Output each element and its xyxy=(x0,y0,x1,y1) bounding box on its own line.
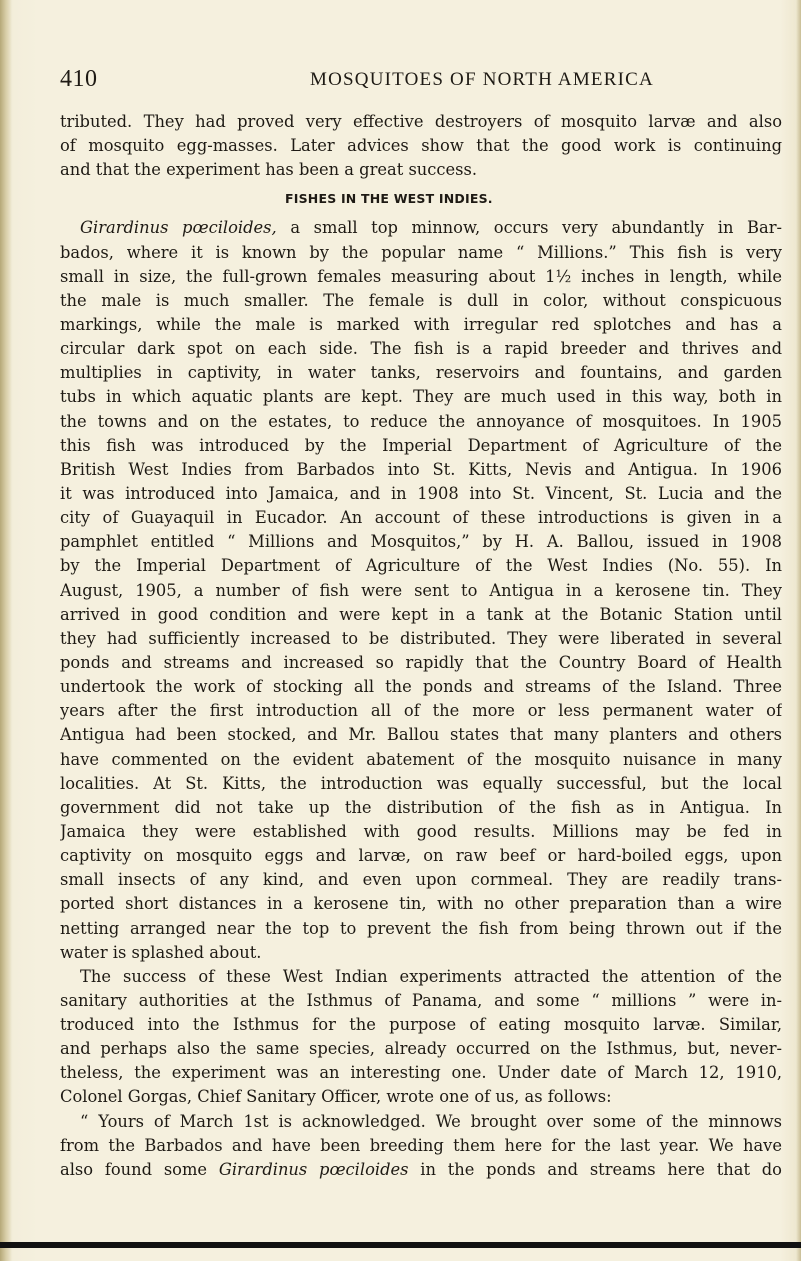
text-line: Colonel Gorgas, Chief Sanitary Officer, wrote one of us, as follows: xyxy=(60,1087,612,1107)
text-line: and that the experiment has been a great success. xyxy=(60,160,478,180)
text-line: multiplies in captivity, in water tanks, reservoirs and fountains, and garden xyxy=(60,363,782,383)
text-line: small insects of any kind, and even upon cornmeal. They are readily trans- xyxy=(60,870,782,890)
text-line: the towns and on the estates, to reduce the annoyance of mosquitoes. In 1905 xyxy=(60,411,782,431)
text-line: they had sufficiently increased to be distributed. They were liberated in several xyxy=(60,628,782,648)
text-line: August, 1905, a number of fish were sent to Antigua in a kerosene tin. They xyxy=(60,580,782,600)
species-name: Girardinus pœciloides xyxy=(218,1159,409,1179)
page-header xyxy=(60,66,760,92)
page-number: 410 xyxy=(60,66,98,92)
text-line: tributed. They had proved very effective destroyers of mosquito larvæ and also xyxy=(60,112,782,131)
text-line: troduced into the Isthmus for the purpose of eating mosquito larvæ. Similar, xyxy=(60,1015,782,1035)
body-text xyxy=(60,110,782,1182)
paragraph-letter-quote xyxy=(60,1110,782,1182)
paragraph-girardinus xyxy=(60,216,782,964)
text-line: of mosquito egg-masses. Later advices show that the good work is continuing xyxy=(60,136,782,156)
text-line: and perhaps also the same species, already occurred on the Isthmus, but, never- xyxy=(60,1039,782,1059)
paragraph-panama xyxy=(60,965,782,1110)
text-line xyxy=(60,1158,782,1182)
text-line: British West Indies from Barbados into St. Kitts, Nevis and Antigua. In 1906 xyxy=(60,459,782,479)
text-line: circular dark spot on each side. The fish is a rapid breeder and thrives and xyxy=(60,339,782,359)
text-line: government did not take up the distribution of the fish as in Antigua. In xyxy=(60,797,782,817)
text-line: Jamaica they were established with good results. Millions may be fed in xyxy=(60,821,782,841)
page-edge xyxy=(796,0,801,1261)
text-line: sanitary authorities at the Isthmus of Panama, and some “ millions ” were in- xyxy=(60,990,782,1010)
text-line: small in size, the full-grown females measuring about 1½ inches in length, while xyxy=(60,266,782,286)
text-line: netting arranged near the top to prevent the fish from being thrown out if the xyxy=(60,918,782,938)
intro-paragraph xyxy=(60,110,782,182)
text-line: have commented on the evident abatement of the mosquito nuisance in many xyxy=(60,749,782,769)
running-head: MOSQUITOES OF NORTH AMERICA xyxy=(310,69,654,90)
text-line: “ Yours of March 1st is acknowledged. We brought over some of the minnows xyxy=(80,1111,782,1131)
text-line: by the Imperial Department of Agriculture of the West Indies (No. 55). In xyxy=(60,556,782,576)
text-line: years after the first introduction all of the more or less permanent water of xyxy=(60,701,782,721)
text-line: the male is much smaller. The female is dull in color, without conspicuous xyxy=(60,290,782,310)
text-line: undertook the work of stocking all the ponds and streams of the Island. Three xyxy=(60,677,782,697)
text-run: also found some xyxy=(60,1159,219,1179)
text-line: captivity on mosquito eggs and larvæ, on raw beef or hard-boiled eggs, upon xyxy=(60,846,782,866)
text-line: bados, where it is known by the popular name “ Millions.” This fish is very xyxy=(60,242,782,262)
text-line: theless, the experiment was an interesting one. Under date of March 12, 1910, xyxy=(60,1063,782,1083)
text-line xyxy=(60,216,782,240)
binding-shadow xyxy=(0,0,12,1261)
text-line: tubs in which aquatic plants are kept. They are much used in this way, both in xyxy=(60,387,782,407)
text-line: water is splashed about. xyxy=(60,942,262,962)
text-line: Antigua had been stocked, and Mr. Ballou states that many planters and others xyxy=(60,725,782,745)
text-line: localities. At St. Kitts, the introduction was equally successful, but the local xyxy=(60,773,782,793)
species-name: Girardinus pœciloides, xyxy=(80,218,277,238)
text-line: ponds and streams and increased so rapidly that the Country Board of Health xyxy=(60,652,782,672)
text-run: a small top minnow, occurs very abundantly in Bar- xyxy=(276,218,782,238)
text-line: this fish was introduced by the Imperial Department of Agriculture of the xyxy=(60,435,782,455)
text-line: markings, while the male is marked with irregular red splotches and has a xyxy=(60,314,782,334)
bottom-rule xyxy=(0,1242,801,1248)
text-run: in the ponds and streams here that do xyxy=(408,1159,782,1179)
text-line: from the Barbados and have been breeding them here for the last year. We have xyxy=(60,1135,782,1155)
section-heading: FISHES IN THE WEST INDIES. xyxy=(285,191,493,207)
text-line: city of Guayaquil in Eucador. An account of these introductions is given in a xyxy=(60,508,782,528)
text-line: arrived in good condition and were kept in a tank at the Botanic Station until xyxy=(60,604,782,624)
text-line: ported short distances in a kerosene tin, with no other preparation than a wire xyxy=(60,894,782,914)
text-line: pamphlet entitled “ Millions and Mosquitos,” by H. A. Ballou, issued in 1908 xyxy=(60,532,782,552)
text-line: The success of these West Indian experiments attracted the attention of the xyxy=(80,966,782,986)
text-line: it was introduced into Jamaica, and in 1908 into St. Vincent, St. Lucia and the xyxy=(60,483,782,503)
